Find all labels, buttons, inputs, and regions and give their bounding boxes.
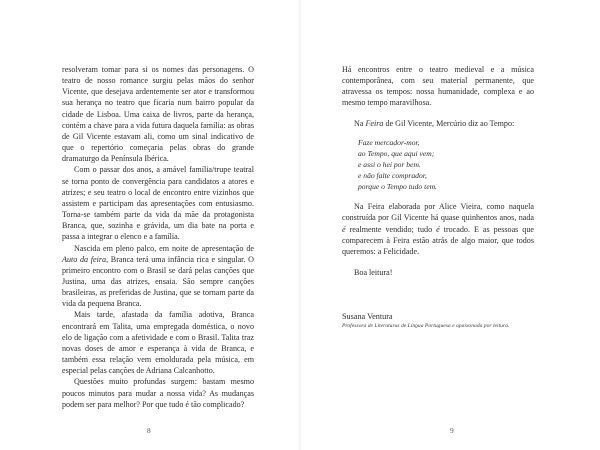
paragraph-text: Nascida em pleno palco, em noite de apresentação de [74, 243, 254, 253]
paragraph [342, 118, 534, 129]
page-number: 8 [147, 426, 151, 435]
paragraph: Questões muito profundas surgem: bastam mesmo poucos minutos para mudar a nossa vida? As mudanças podem ser para melhor? Por que tudo é tão complicado? [62, 377, 254, 409]
paragraph: Com o passar dos anos, a amável família/trupe teatral se torna ponto de convergência para candidatos a atores e atrizes; e seu teatro o local de encontro entre vizinhos que assistem e participam das apresentações com entusiasmo. Torna-se também parte da vida da mãe da protagonista Branca, que, sozinha e grávida, um dia bate na porta e passa a integrar o elenco e a família. [62, 165, 254, 242]
play-title: Auto da feira [62, 254, 107, 264]
emphasis: é [342, 224, 346, 234]
paragraph: resolveram tomar para si os nomes das personagens. O teatro de nosso romance surgiu pelas mãos do senhor Vicente, que desejava ardentemente ser ator e transformou sua herança no teatro que ficaria num bairro popular da cidade de Lisboa. Uma caixa de livros, parte da herança, contém a chave para a vida futura daquela família: as obras de Gil Vicente estavam ali, como um sinal indicativo de que o repertório começaria pelas obras do grande dramaturgo da Península Ibérica. [62, 65, 254, 164]
poem-line: porque o Tempo tudo tem. [358, 182, 437, 192]
paragraph-text: Na [354, 118, 366, 128]
paragraph-text: de Gil Vicente, Mercúrio diz ao Tempo: [383, 118, 515, 128]
left-page-text-column [62, 64, 254, 410]
play-title: Feira [365, 118, 384, 128]
paragraph-text: , Branca terá uma infância rica e singular. O primeiro encontro com o Brasil se dará pelas canções que Justina, uma das atrizes, ensaia. São sempre canções brasileiras, as preferidas de Justina, que se tornam parte da vida da pequena Branca. [62, 254, 254, 309]
poem-line: Faze mercador-mor, [358, 137, 420, 147]
poem-line: e não falte comprador, [358, 171, 427, 181]
paragraph-text: realmente vendido; tudo [345, 224, 437, 234]
page-number: 9 [450, 426, 454, 435]
paragraph [342, 201, 534, 257]
poem-line: ao Tempo, que aqui vem; [358, 148, 435, 158]
paragraph [62, 243, 254, 310]
paragraph: Há encontros entre o teatro medieval e a música contemporânea, com seu material permanente, que atravessa os tempos: nossa humanidade, complexa e ao mesmo tempo maravilhosa. [342, 65, 534, 108]
signature-block [342, 311, 562, 330]
author-name: Susana Ventura [342, 312, 393, 321]
paragraph-text: trocado. E as pessoas que comparecem à Feira estão atrás de algo maior, que todos queremos: a Felicidade. [342, 224, 534, 256]
paragraph: Mais tarde, afastada da família adotiva, Branca encontrará em Talita, uma empregada doméstica, o novo elo de ligação com a afetividade e com o Brasil. Talita traz novas doses de amor e esperança à vida de Branca, e também essa relação vem emoldurada pela música, em especial pelas canções de Adriana Calcanhotto. [62, 310, 254, 376]
author-role: Professora de Literaturas de Língua Portuguesa e apaixonada por leitura. [342, 323, 510, 329]
right-page-text-column [342, 64, 534, 278]
poem-line: e assi o hei por bem. [358, 159, 421, 169]
poem-quote [358, 137, 534, 192]
closing-line: Boa leitura! [354, 268, 393, 278]
paragraph-text: Na Feira elaborada por Alice Vieira, como naquela construída por Gil Vicente há quase quinhentos anos, nada [342, 202, 534, 223]
right-page [300, 0, 600, 450]
emphasis: é [436, 224, 440, 234]
